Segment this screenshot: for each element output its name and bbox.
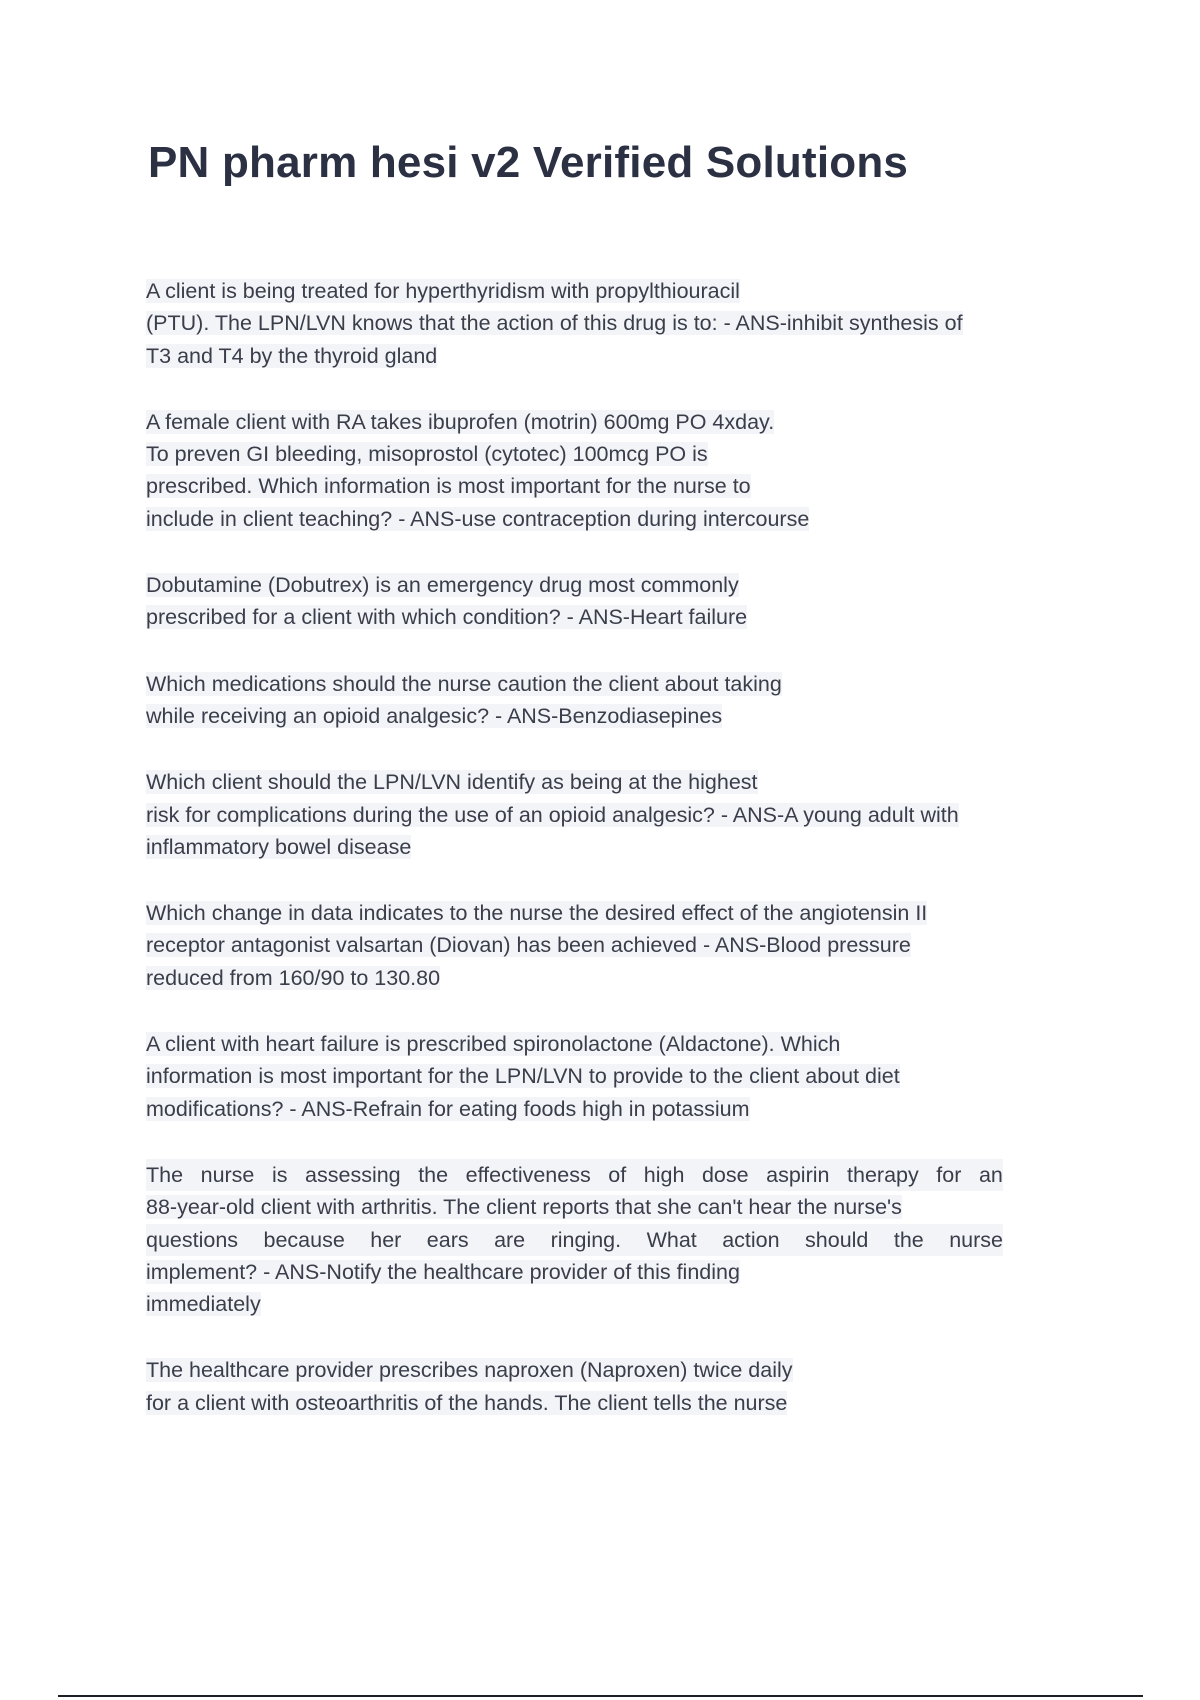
qa-word: nurse — [200, 1162, 255, 1187]
qa-word: are — [494, 1227, 526, 1252]
qa-item-2 — [146, 406, 1066, 535]
qa-line — [146, 438, 1066, 470]
qa-text: Which client should the LPN/LVN identify as being at the highest — [146, 770, 758, 795]
qa-line — [146, 340, 1066, 372]
qa-text: prescribed. Which information is most important for the nurse to — [146, 474, 751, 499]
qa-line — [146, 275, 1066, 307]
qa-line — [146, 503, 1066, 535]
qa-word: her — [370, 1227, 402, 1252]
qa-text: (PTU). The LPN/LVN knows that the action of this drug is to: - ANS-inhibit synthesis of — [146, 311, 963, 336]
qa-text: for a client with osteoarthritis of the hands. The client tells the nurse — [146, 1390, 788, 1415]
qa-word: effectiveness — [465, 1162, 591, 1187]
qa-line — [146, 1288, 1066, 1320]
qa-word: ringing. — [550, 1227, 622, 1252]
qa-item-9 — [146, 1354, 1066, 1419]
qa-text: A female client with RA takes ibuprofen (motrin) 600mg PO 4xday. — [146, 409, 775, 434]
qa-text: reduced from 160/90 to 130.80 — [146, 965, 441, 990]
qa-text: The healthcare provider prescribes naproxen (Naproxen) twice daily — [146, 1358, 793, 1383]
qa-item-1 — [146, 275, 1066, 372]
qa-item-7 — [146, 1028, 1066, 1125]
qa-word: for — [936, 1162, 962, 1187]
qa-line — [146, 1060, 1066, 1092]
qa-line — [146, 1093, 1066, 1125]
qa-item-8 — [146, 1159, 1066, 1320]
qa-word: The — [146, 1162, 184, 1187]
qa-text: while receiving an opioid analgesic? - ANS-Benzodiasepines — [146, 703, 723, 728]
qa-line-justified — [146, 1224, 1003, 1256]
qa-line — [146, 601, 1066, 633]
qa-line — [146, 897, 1066, 929]
qa-word: is — [271, 1162, 288, 1187]
qa-line — [146, 929, 1066, 961]
qa-word: ears — [426, 1227, 469, 1252]
qa-word: action — [722, 1227, 780, 1252]
qa-line — [146, 406, 1066, 438]
qa-line — [146, 1191, 1066, 1223]
qa-item-6 — [146, 897, 1066, 994]
qa-text: A client with heart failure is prescribed spironolactone (Aldactone). Which — [146, 1032, 841, 1057]
qa-word: should — [805, 1227, 869, 1252]
qa-list — [146, 275, 1066, 1419]
qa-word: What — [646, 1227, 697, 1252]
page-title: PN pharm hesi v2 Verified Solutions — [148, 138, 909, 187]
qa-line — [146, 307, 1066, 339]
qa-item-3 — [146, 569, 1066, 634]
qa-word: an — [978, 1162, 1003, 1187]
qa-word: of — [608, 1162, 627, 1187]
qa-text: prescribed for a client with which condition? - ANS-Heart failure — [146, 605, 748, 630]
qa-text: include in client teaching? - ANS-use contraception during intercourse — [146, 506, 810, 531]
qa-line — [146, 831, 1066, 863]
qa-text: receptor antagonist valsartan (Diovan) has been achieved - ANS-Blood pressure — [146, 933, 911, 958]
qa-word: dose — [701, 1162, 749, 1187]
qa-line — [146, 766, 1066, 798]
qa-word: questions — [146, 1227, 239, 1252]
qa-text: T3 and T4 by the thyroid gland — [146, 343, 438, 368]
qa-line — [146, 799, 1066, 831]
qa-word: nurse — [949, 1227, 1003, 1252]
qa-line — [146, 1354, 1066, 1386]
qa-line — [146, 668, 1066, 700]
qa-text: Dobutamine (Dobutrex) is an emergency drug most commonly — [146, 573, 739, 598]
qa-text: implement? - ANS-Notify the healthcare provider of this finding — [146, 1259, 740, 1284]
qa-text: modifications? - ANS-Refrain for eating foods high in potassium — [146, 1096, 750, 1121]
qa-word: assessing — [305, 1162, 401, 1187]
qa-word: high — [643, 1162, 685, 1187]
qa-text: Which medications should the nurse caution the client about taking — [146, 671, 782, 696]
qa-text: risk for complications during the use of an opioid analgesic? - ANS-A young adult with — [146, 802, 959, 827]
qa-line — [146, 1387, 1066, 1419]
qa-text: information is most important for the LPN/LVN to provide to the client about diet — [146, 1064, 900, 1089]
footer-rule — [58, 1695, 1143, 1697]
qa-word: the — [893, 1227, 924, 1252]
qa-text: immediately — [146, 1292, 261, 1317]
qa-text: To preven GI bleeding, misoprostol (cytotec) 100mcg PO is — [146, 442, 708, 467]
qa-word: aspirin — [766, 1162, 830, 1187]
qa-text: 88-year-old client with arthritis. The client reports that she can't hear the nurse's — [146, 1195, 902, 1220]
qa-text: Which change in data indicates to the nurse the desired effect of the angiotensin II — [146, 901, 928, 926]
qa-line — [146, 1256, 1066, 1288]
qa-word: the — [418, 1162, 449, 1187]
qa-item-4 — [146, 668, 1066, 733]
qa-text: A client is being treated for hyperthyridism with propylthiouracil — [146, 279, 740, 303]
qa-line — [146, 569, 1066, 601]
qa-word: therapy — [847, 1162, 919, 1187]
qa-line — [146, 470, 1066, 502]
qa-line — [146, 700, 1066, 732]
qa-line — [146, 1028, 1066, 1060]
qa-line — [146, 962, 1066, 994]
qa-text: inflammatory bowel disease — [146, 834, 412, 859]
qa-line-justified — [146, 1159, 1003, 1191]
qa-word: because — [263, 1227, 345, 1252]
qa-item-5 — [146, 766, 1066, 863]
